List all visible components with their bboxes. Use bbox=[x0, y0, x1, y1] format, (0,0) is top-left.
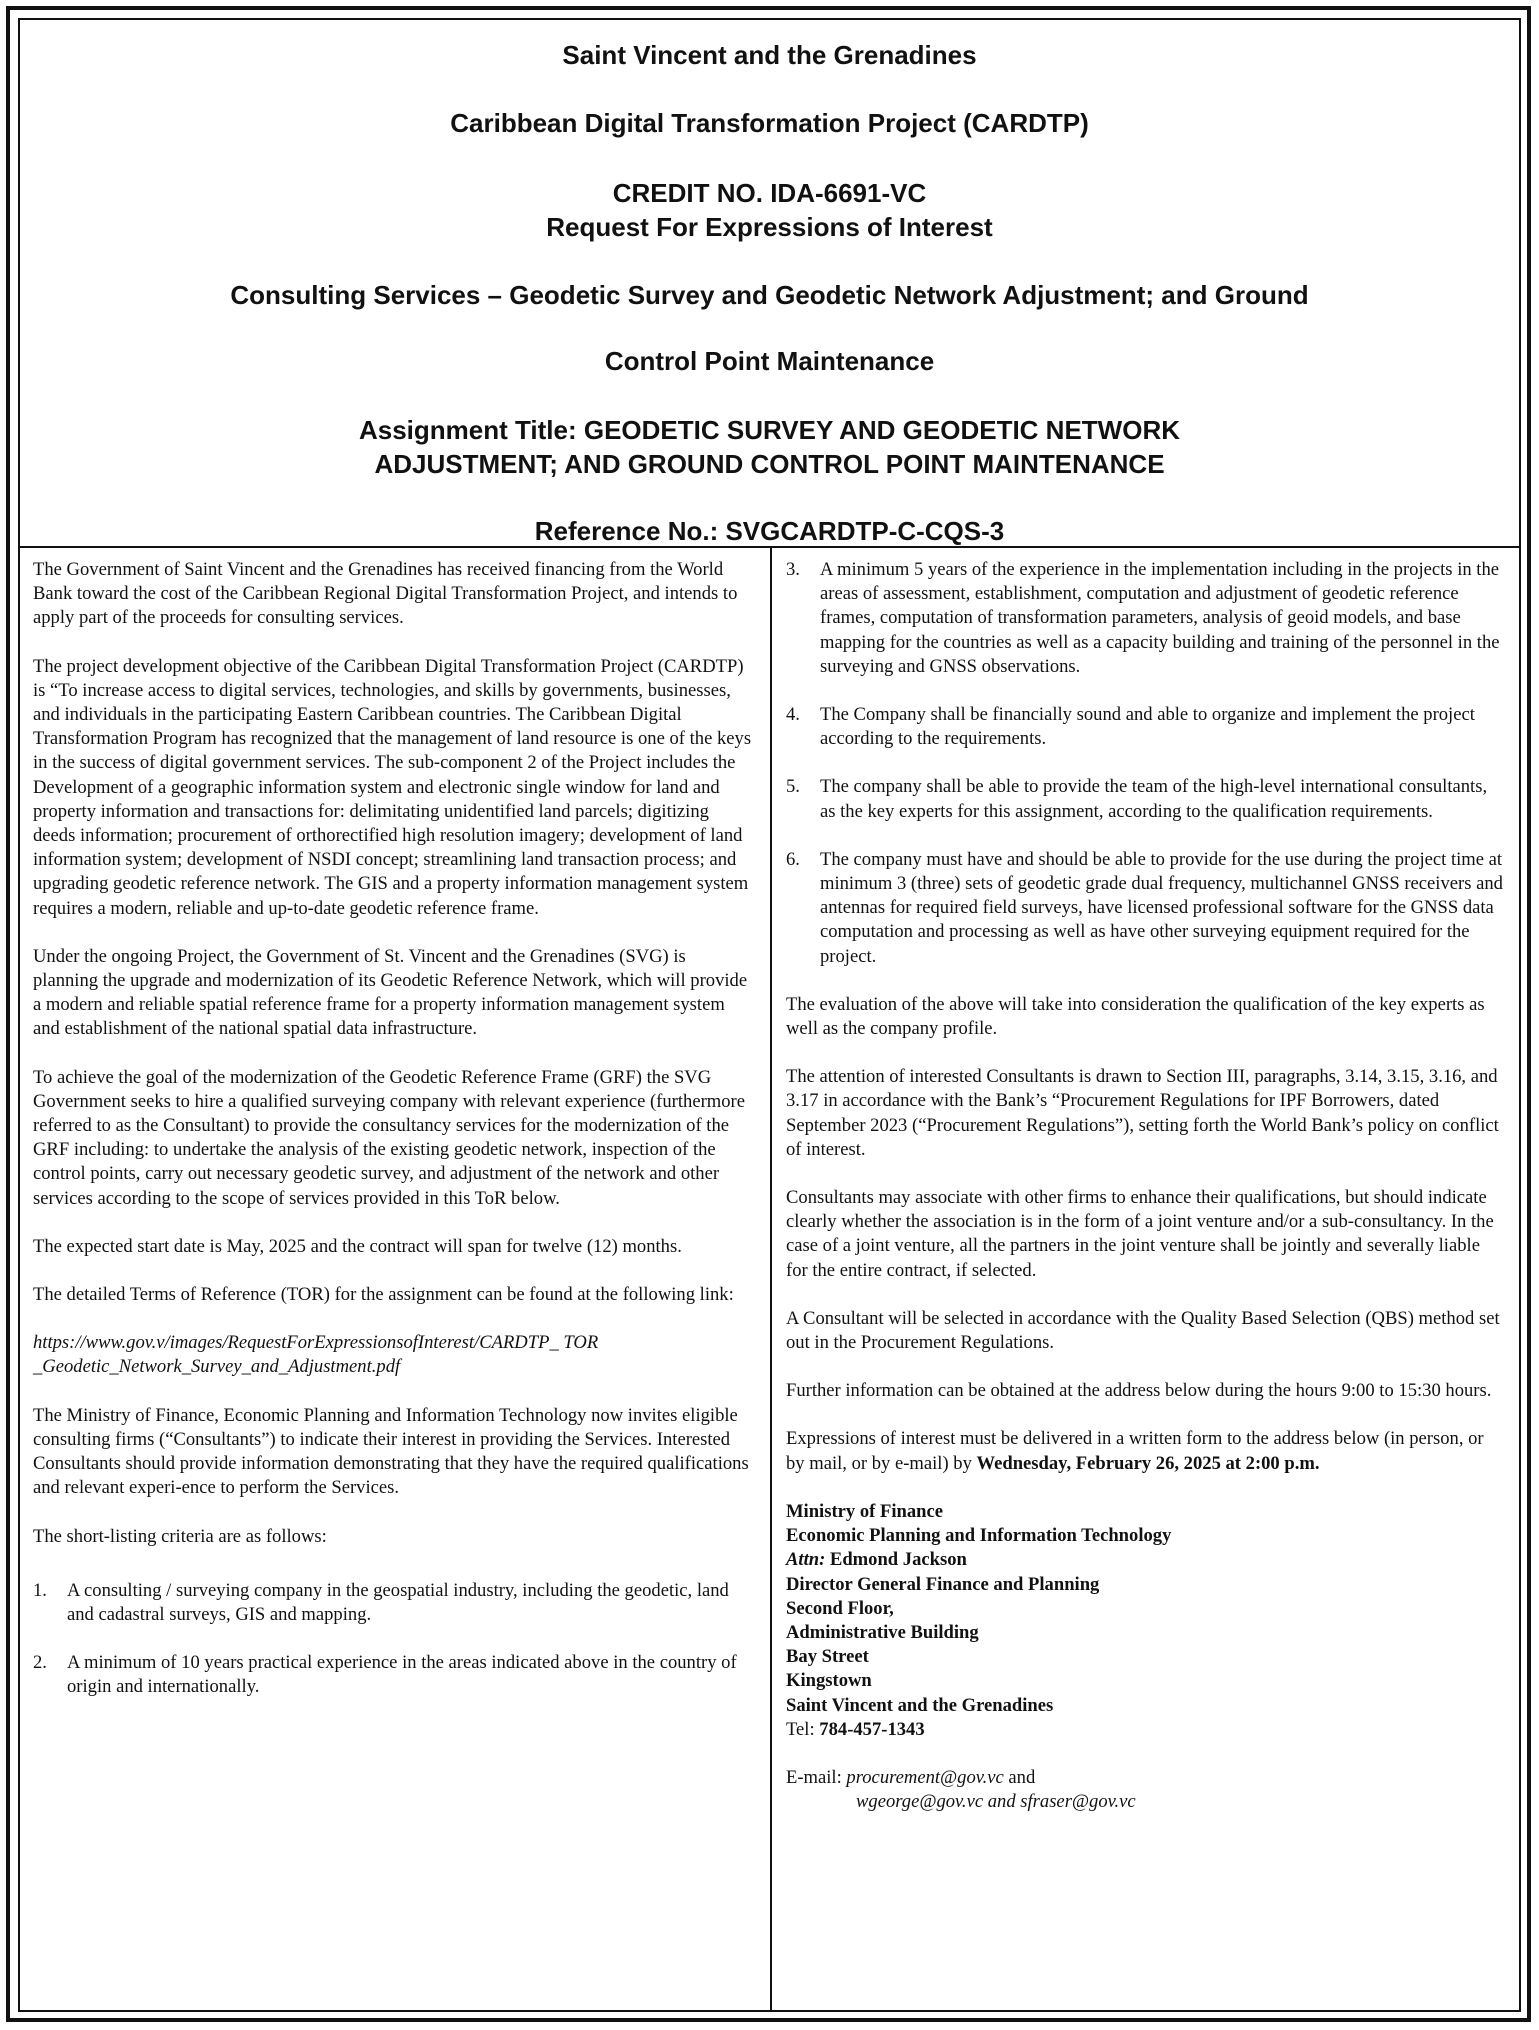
information-paragraph: Further information can be obtained at the address below during the hours 9:00 to 15:30 hours. bbox=[786, 1380, 1492, 1402]
criteria-text: A minimum of 10 years practical experience in the areas indicated above in the country of origin and internationally. bbox=[67, 1652, 737, 1698]
email-label: E-mail: bbox=[786, 1766, 847, 1788]
telephone bbox=[786, 1718, 1506, 1742]
reference-number: Reference No.: SVGCARDTP-C-CQS-3 bbox=[534, 516, 1005, 546]
assignment-line-1: Assignment Title: GEODETIC SURVEY AND GEODETIC NETWORK bbox=[358, 415, 1181, 445]
criteria-text: The Company shall be financially sound and able to organize and implement the project according to the requirements. bbox=[820, 704, 1475, 750]
email-procurement[interactable]: procurement@gov.vc bbox=[846, 1766, 1004, 1788]
address-line: Bay Street bbox=[786, 1646, 869, 1668]
goal-paragraph: To achieve the goal of the modernization of the Geodetic Reference Frame (GRF) the SVG Government seeks to hire a qualified surveying company with relevant experience (furthermore referred to as the Consultant) to provide the consultancy services for the modernization of the GRF including: to undertake the analysis of the existing geodetic network, inspection of the control points, carry out necessary geodetic survey, and adjustment of the network and other services according to the scope of services provided in this ToR below. bbox=[33, 1066, 745, 1209]
address-line: Ministry of Finance bbox=[786, 1500, 943, 1522]
tor-link-line-2: _Geodetic_Network_Survey_and_Adjustment.pdf bbox=[33, 1356, 401, 1378]
selection-paragraph: A Consultant will be selected in accordance with the Quality Based Selection (QBS) method set out in the Procurement Regulations. bbox=[786, 1307, 1500, 1354]
criteria-list-right bbox=[786, 558, 1506, 969]
criteria-item bbox=[786, 775, 1506, 823]
email-second-line bbox=[786, 1790, 1506, 1814]
criteria-number: 5. bbox=[786, 776, 800, 798]
criteria-intro: The short-listing criteria are as follows: bbox=[33, 1525, 327, 1547]
address-line: Saint Vincent and the Grenadines bbox=[786, 1694, 1054, 1716]
criteria-number: 2. bbox=[33, 1652, 47, 1674]
criteria-item bbox=[786, 703, 1506, 751]
address-attn bbox=[786, 1548, 1506, 1572]
criteria-text: A consulting / surveying company in the geospatial industry, including the geodetic, land and cadastral surveys, GIS and mapping. bbox=[67, 1579, 729, 1625]
email-block bbox=[786, 1766, 1506, 1814]
association-paragraph: Consultants may associate with other firms to enhance their qualifications, but should indicate clearly whether the association is in the form of a joint venture and/or a sub-consultancy. In the case of a joint venture, all the partners in the joint venture shall be jointly and severally liable for the entire contract, if selected. bbox=[786, 1187, 1494, 1281]
criteria-item bbox=[786, 848, 1506, 969]
ongoing-project-paragraph: Under the ongoing Project, the Government of St. Vincent and the Grenadines (SVG) is planning the upgrade and modernization of its Geodetic Reference Network, which will provide a modern and reliable spatial reference frame for a property information management system and establishment of the national spatial data infrastructure. bbox=[33, 945, 748, 1040]
email-and: and bbox=[1003, 1766, 1036, 1788]
address-line: Economic Planning and Information Technology bbox=[786, 1525, 1172, 1547]
address-line: Kingstown bbox=[786, 1670, 872, 1692]
address-line: Administrative Building bbox=[786, 1621, 979, 1643]
objective-paragraph: The project development objective of the Caribbean Digital Transformation Project (CARDTP) is “To increase access to digital services, technologies, and skills by governments, businesses, and individuals in the participating Eastern Caribbean countries. The Caribbean Digital Transformation Program has recognized that the management of land resource is one of the keys in the success of digital government services. The sub-component 2 of the Project includes the Development of a geographic information system and electronic single window for land and property information and transactions for: delimitating unidentified land parcels; digitizing deeds information; procurement of orthorectified high resolution imagery; development of land information system; development of NSDI concept; streamlining land transaction process; and upgrading geodetic reference network. The GIS and a property information management system requires a modern, reliable and up-to-date geodetic reference frame. bbox=[33, 655, 752, 919]
criteria-text: The company must have and should be able to provide for the use during the project time at minimum 3 (three) sets of geodetic grade dual frequency, multichannel GNSS receivers and antennas for required field surveys, have licensed professional software for the GNSS data computation and processing as well as have other surveying equipment required for the project. bbox=[820, 848, 1503, 967]
tor-paragraph: The detailed Terms of Reference (TOR) for the assignment can be found at the following link: bbox=[33, 1284, 734, 1306]
criteria-number: 6. bbox=[786, 848, 800, 870]
criteria-text: The company shall be able to provide the team of the high-level international consultants, as the key experts for this assignment, according to the qualification requirements. bbox=[820, 776, 1488, 822]
column-divider bbox=[770, 547, 772, 2010]
services-line-1: Consulting Services – Geodetic Survey and Geodetic Network Adjustment; and Ground bbox=[230, 280, 1309, 310]
criteria-number: 1. bbox=[33, 1579, 47, 1601]
address-line: Second Floor, bbox=[786, 1597, 894, 1619]
criteria-list-left bbox=[33, 1579, 753, 1700]
tel-label: Tel: bbox=[786, 1718, 820, 1740]
criteria-text: A minimum 5 years of the experience in the implementation including in the projects in the areas of assessment, establishment, computation and adjustment of geodetic reference frames, computation of transformation parameters, analysis of geoid models, and base mapping for the countries as well as a capacity building and training of the personnel in the surveying and GNSS observations. bbox=[820, 559, 1500, 677]
intro-paragraph: The Government of Saint Vincent and the Grenadines has received financing from the World Bank toward the cost of the Caribbean Regional Digital Transformation Project, and intends to apply part of the proceeds for consulting services. bbox=[33, 559, 738, 629]
evaluation-paragraph: The evaluation of the above will take into consideration the qualification of the key experts as well as the company profile. bbox=[786, 993, 1485, 1040]
project-title: Caribbean Digital Transformation Project (CARDTP) bbox=[450, 108, 1089, 138]
email-wgeorge[interactable]: wgeorge@gov.vc bbox=[856, 1791, 984, 1813]
criteria-number: 4. bbox=[786, 704, 800, 726]
attn-label: Attn: bbox=[786, 1549, 826, 1571]
invitation-paragraph: The Ministry of Finance, Economic Planning and Information Technology now invites eligible consulting firms (“Consultants”) to indicate their interest in providing the Services. Interested Consultants should provide information demonstrating that they have the required qualifications and relevant experi-ence to perform the Services. bbox=[33, 1404, 749, 1499]
credit-number: CREDIT NO. IDA-6691-VC bbox=[612, 178, 927, 208]
left-column bbox=[33, 558, 753, 1724]
criteria-number: 3. bbox=[786, 559, 800, 580]
tor-link-line-1: https://www.gov.v/images/RequestForExpressionsofInterest/CARDTP_ TOR bbox=[33, 1332, 599, 1354]
email-and-2: and bbox=[983, 1791, 1021, 1813]
attn-name: Edmond Jackson bbox=[825, 1549, 967, 1571]
start-date-paragraph: The expected start date is May, 2025 and the contract will span for twelve (12) months. bbox=[33, 1235, 682, 1257]
address-block bbox=[786, 1500, 1506, 1742]
assignment-line-2: ADJUSTMENT; AND GROUND CONTROL POINT MAINTENANCE bbox=[374, 449, 1165, 479]
deadline-date: Wednesday, February 26, 2025 at 2:00 p.m. bbox=[976, 1452, 1320, 1474]
criteria-item bbox=[33, 1579, 753, 1627]
criteria-item bbox=[786, 558, 1506, 679]
right-column bbox=[786, 558, 1506, 1838]
tor-link[interactable] bbox=[33, 1331, 753, 1379]
country-title: Saint Vincent and the Grenadines bbox=[562, 40, 977, 70]
deadline-text: Expressions of interest must be delivered in a written form to the address below (in person, or by mail, or by e-mail) by bbox=[786, 1428, 1484, 1474]
request-title: Request For Expressions of Interest bbox=[546, 212, 993, 242]
services-line-2: Control Point Maintenance bbox=[604, 346, 935, 376]
deadline-paragraph bbox=[786, 1427, 1506, 1475]
email-sfraser[interactable]: sfraser@gov.vc bbox=[1020, 1791, 1136, 1813]
tel-number: 784-457-1343 bbox=[819, 1718, 925, 1740]
conflict-paragraph: The attention of interested Consultants is drawn to Section III, paragraphs, 3.14, 3.15, 3.16, and 3.17 in accordance with the Bank’s “Procurement Regulations for IPF Borrowers, dated September 2023 (“Procurement Regulations”), setting forth the World Bank’s policy on conflict of interest. bbox=[786, 1066, 1499, 1160]
criteria-item bbox=[33, 1651, 753, 1699]
header bbox=[20, 20, 1519, 546]
address-line: Director General Finance and Planning bbox=[786, 1573, 1100, 1595]
